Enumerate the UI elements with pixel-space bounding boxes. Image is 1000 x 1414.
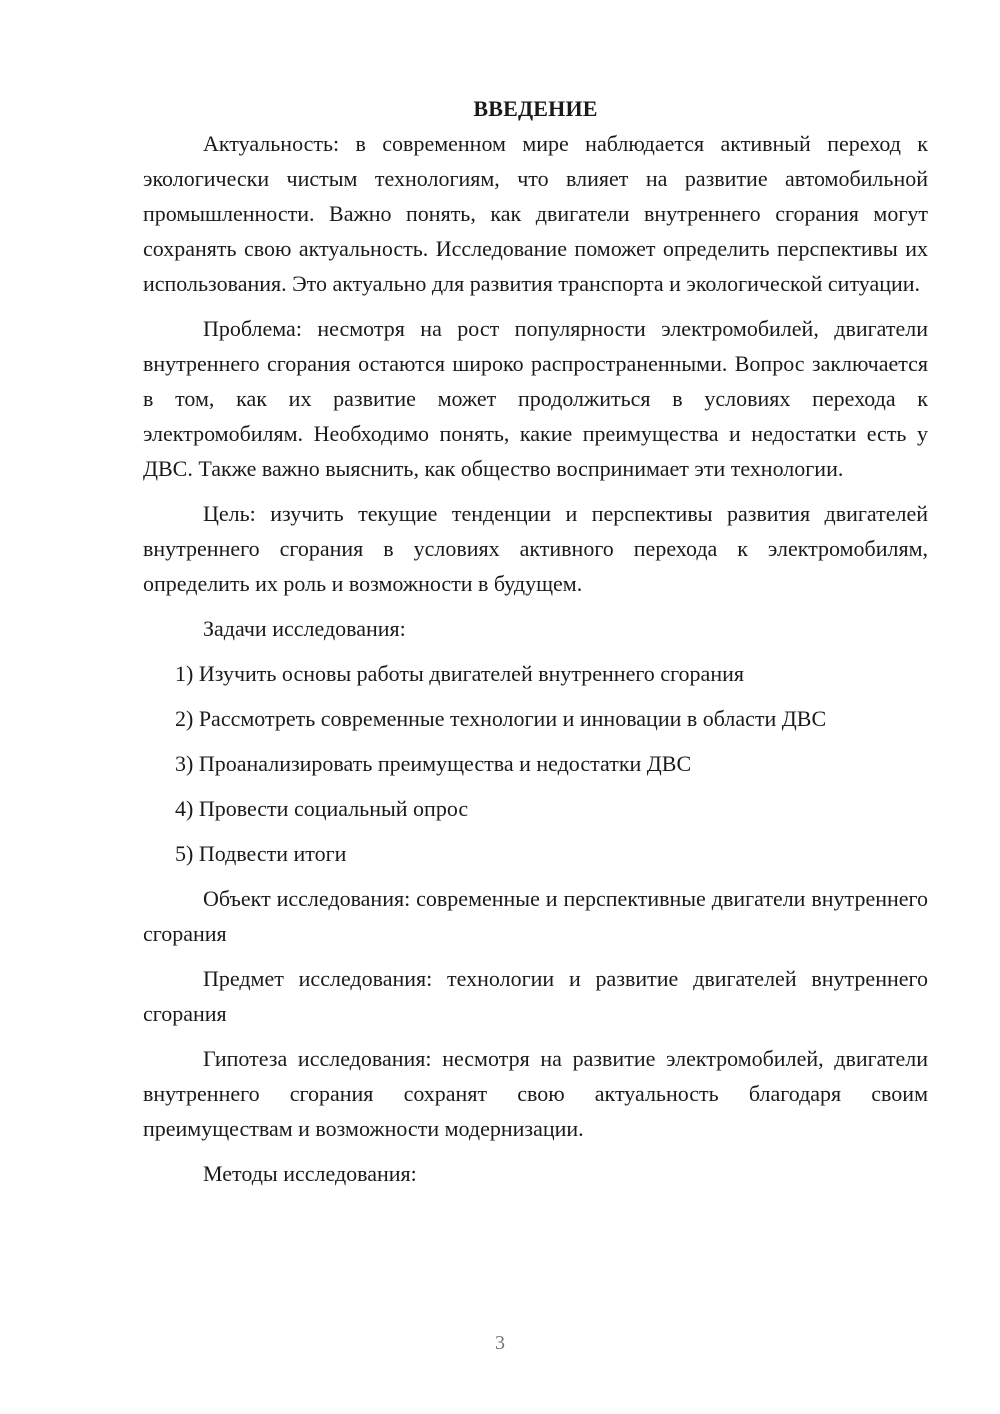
paragraph-goal: Цель: изучить текущие тенденции и перспективы развития двигателей внутреннего сгорания в условиях активного перехода к электромобилям, определить их роль и возможности в будущем. (143, 501, 928, 596)
page-title: ВВЕДЕНИЕ (473, 96, 598, 121)
paragraph-hypothesis: Гипотеза исследования: несмотря на развитие электромобилей, двигатели внутреннего сгорания сохранят свою актуальность благодаря своим преимуществам и возможности модернизации. (143, 1046, 928, 1141)
paragraph-subject: Предмет исследования: технологии и развитие двигателей внутреннего сгорания (143, 966, 928, 1026)
paragraph-problem: Проблема: несмотря на рост популярности электромобилей, двигатели внутреннего сгорания остаются широко распространенными. Вопрос заключается в том, как их развитие может продолжиться в условиях перехода к электромобилям. Необходимо понять, какие преимущества и недостатки есть у ДВС. Также важно выяснить, как общество воспринимает эти технологии. (143, 316, 928, 481)
paragraph-methods: Методы исследования: (203, 1161, 417, 1186)
task-list (143, 656, 928, 871)
list-item: 5) Подвести итоги (175, 841, 347, 866)
list-item: 1) Изучить основы работы двигателей внутреннего сгорания (175, 661, 744, 686)
list-item: 3) Проанализировать преимущества и недостатки ДВС (175, 751, 692, 776)
paragraph-relevance: Актуальность: в современном мире наблюдается активный переход к экологически чистым технологиям, что влияет на развитие автомобильной промышленности. Важно понять, как двигатели внутреннего сгорания могут сохранять свою актуальность. Исследование поможет определить перспективы их использования. Это актуально для развития транспорта и экологической ситуации. (143, 131, 928, 296)
list-item: 4) Провести социальный опрос (175, 796, 469, 821)
list-item: 2) Рассмотреть современные технологии и инновации в области ДВС (175, 706, 827, 731)
paragraph-object: Объект исследования: современные и перспективные двигатели внутреннего сгорания (143, 886, 928, 946)
paragraph-tasks-intro: Задачи исследования: (203, 616, 406, 641)
page-number: 3 (495, 1332, 505, 1354)
document-page (143, 92, 928, 1201)
